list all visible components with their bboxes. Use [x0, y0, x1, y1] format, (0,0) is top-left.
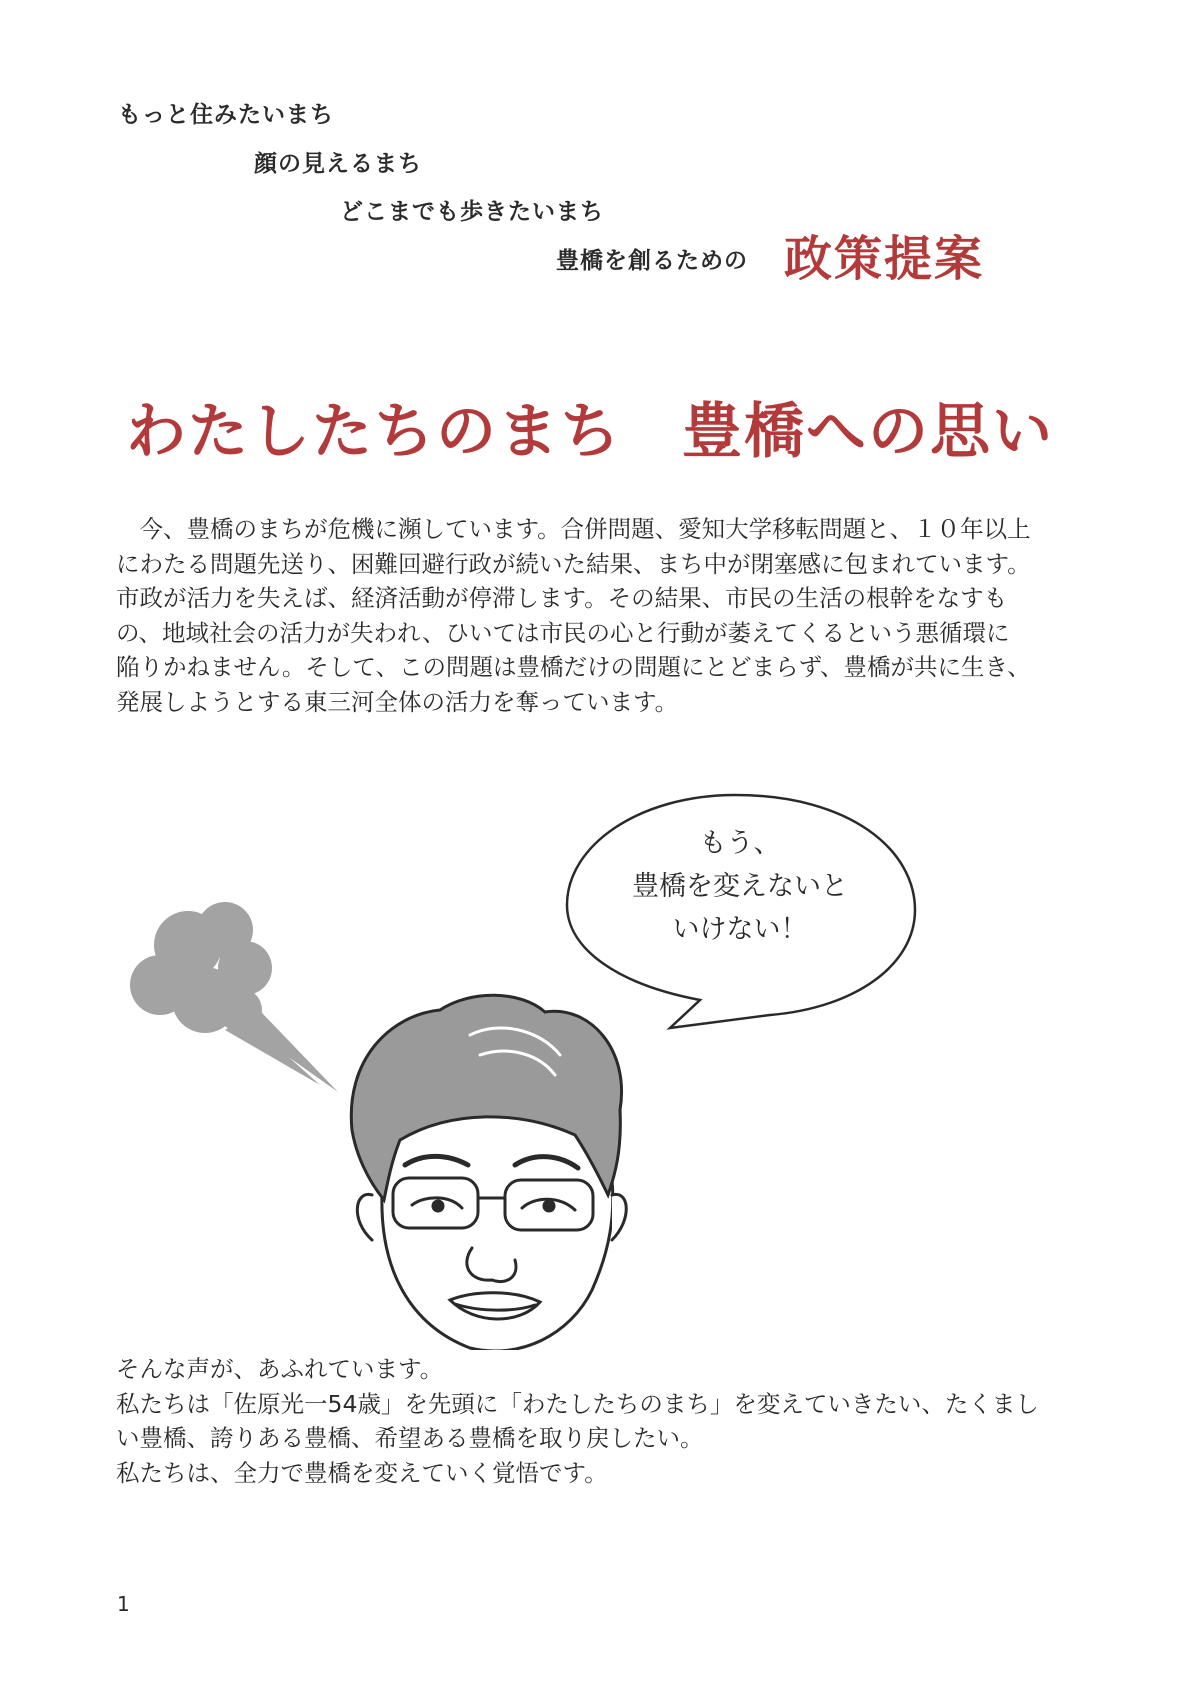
steam-puff-icon — [130, 902, 338, 1092]
closing-line: 私たちは「佐原光一54歳」を先頭に「わたしたちのまち」を変えていきたい、たくまし — [116, 1389, 1039, 1418]
closing-line: い豊橋、誇りある豊橋、希望ある豊橋を取り戻したい。 — [116, 1424, 704, 1452]
policy-prefix: 豊橋を創るための — [556, 248, 748, 274]
intro-line: 今、豊橋のまちが危機に瀕しています。合併問題、愛知大学移転問題と、１０年以上 — [116, 515, 1031, 543]
intro-line: 発展しようとする東三河全体の活力を奪っています。 — [116, 687, 679, 716]
bubble-line: 豊橋を変えないと — [632, 871, 848, 902]
closing-paragraph — [116, 1352, 1076, 1490]
slogan-2: 顔の見えるまち — [254, 151, 422, 177]
intro-line: の、地域社会の活力が失われ、ひいては市民の心と行動が萎えてくるという悪循環に — [116, 618, 1010, 647]
page-title-part-2: 豊橋への思い — [682, 397, 1054, 467]
closing-line: 私たちは、全力で豊橋を変えていく覚悟です。 — [116, 1458, 608, 1487]
intro-line: 市政が活力を失えば、経済活動が停滞します。その結果、市民の生活の根幹をなすも — [116, 584, 1008, 612]
page-title — [126, 384, 1054, 470]
slogan-1: もっと住みたいまち — [118, 102, 334, 128]
man-portrait — [351, 995, 626, 1350]
page-title-part-1: わたしたちのまち — [126, 397, 622, 467]
bubble-line: もう、 — [699, 828, 781, 859]
policy-label: 政策提案 — [784, 231, 985, 287]
speech-bubble-text — [560, 822, 920, 951]
intro-line: にわたる問題先送り、困難回避行政が続いた結果、まち中が閉塞感に包まれています。 — [116, 549, 1031, 578]
intro-line: 陥りかねません。そして、この問題は豊橋だけの問題にとどまらず、豊橋が共に生き、 — [116, 653, 1031, 681]
page-number: 1 — [117, 1592, 130, 1616]
closing-line: そんな声が、あふれています。 — [116, 1355, 444, 1383]
intro-paragraph — [116, 512, 1076, 719]
slogan-3: どこまでも歩きたいまち — [340, 199, 604, 225]
bubble-line: いけない！ — [672, 914, 808, 945]
